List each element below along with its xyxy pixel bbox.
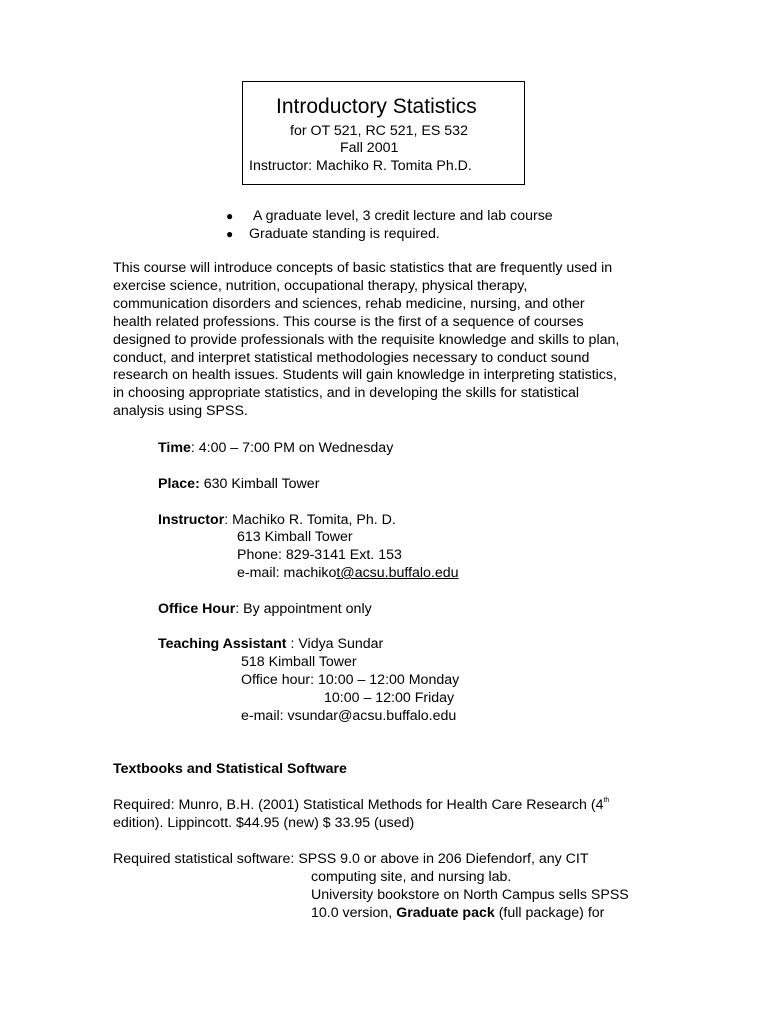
software-line-3: University bookstore on North Campus sells SPSS [311,887,629,903]
software-line-2: computing site, and nursing lab. [311,869,512,885]
office-hour-label: Office Hour [158,601,236,617]
edition-superscript: th [603,797,610,804]
ta-office: 518 Kimball Tower [241,654,357,670]
software-line-1: Required statistical software: SPSS 9.0 or above in 206 Diefendorf, any CIT [113,851,589,867]
description-line: conduct, and interpret statistical methodologies necessary to conduct sound [113,349,590,366]
instructor-email [237,564,459,582]
place-value: 630 Kimball Tower [199,476,320,492]
bullet-icon: ● [226,209,234,223]
place-row [158,475,319,493]
required-text-line-2: edition). Lippincott. $44.95 (new) $ 33.95 (used) [113,815,415,831]
time-label: Time [158,440,191,456]
description-line: exercise science, nutrition, occupational therapy, physical therapy, [113,277,528,294]
ta-row [158,635,383,653]
instructor-email-link[interactable]: t@acsu.buffalo.edu [336,565,459,581]
graduate-pack-label: Graduate pack [396,905,495,921]
time-value: : 4:00 – 7:00 PM on Wednesday [190,440,394,456]
description-line: research on health issues. Students will gain knowledge in interpreting statistics, [113,367,617,384]
instructor-email-prefix: e-mail: machiko [237,565,337,581]
course-title: Introductory Statistics [276,95,477,118]
ta-email: e-mail: vsundar@acsu.buffalo.edu [241,708,457,724]
instructor-label: Instructor [158,512,225,528]
description-line: communication disorders and sciences, rehab medicine, nursing, and other [113,295,585,312]
description-line: This course will introduce concepts of basic statistics that are frequently used in [113,260,613,276]
required-text-line-1: Required: Munro, B.H. (2001) Statistical Methods for Health Care Research (4th [113,797,610,813]
bullet-item: Graduate standing is required. [249,226,440,242]
course-description [113,260,673,421]
description-line: analysis using SPSS. [113,403,248,420]
software-line-4: 10.0 version, Graduate pack (full package) for [311,905,605,921]
description-line: health related professions. This course is the first of a sequence of courses [113,313,584,330]
textbooks-heading: Textbooks and Statistical Software [113,761,347,777]
course-term: Fall 2001 [340,140,399,156]
instructor-phone: Phone: 829-3141 Ext. 153 [237,547,402,563]
time-row [158,439,393,457]
ta-hours-friday: 10:00 – 12:00 Friday [324,690,455,706]
instructor-name: : Machiko R. Tomita, Ph. D. [224,512,396,528]
description-line: in choosing appropriate statistics, and in developing the skills for statistical [113,385,580,402]
place-label: Place: [158,476,200,492]
software-label: Required statistical software: [113,851,299,867]
instructor-row [158,511,396,529]
ta-hours-monday: Office hour: 10:00 – 12:00 Monday [241,672,460,688]
ta-label: Teaching Assistant [158,636,287,652]
course-instructor: Instructor: Machiko R. Tomita Ph.D. [249,158,472,174]
ta-name: : Vidya Sundar [286,636,384,652]
office-hour-row [158,600,372,618]
instructor-office: 613 Kimball Tower [237,529,353,545]
bullet-item: A graduate level, 3 credit lecture and lab course [253,208,553,224]
bullet-icon: ● [226,227,234,241]
office-hour-value: : By appointment only [235,601,372,617]
description-line: designed to provide professionals with the requisite knowledge and skills to plan, [113,331,620,348]
course-numbers: for OT 521, RC 521, ES 532 [290,123,468,139]
